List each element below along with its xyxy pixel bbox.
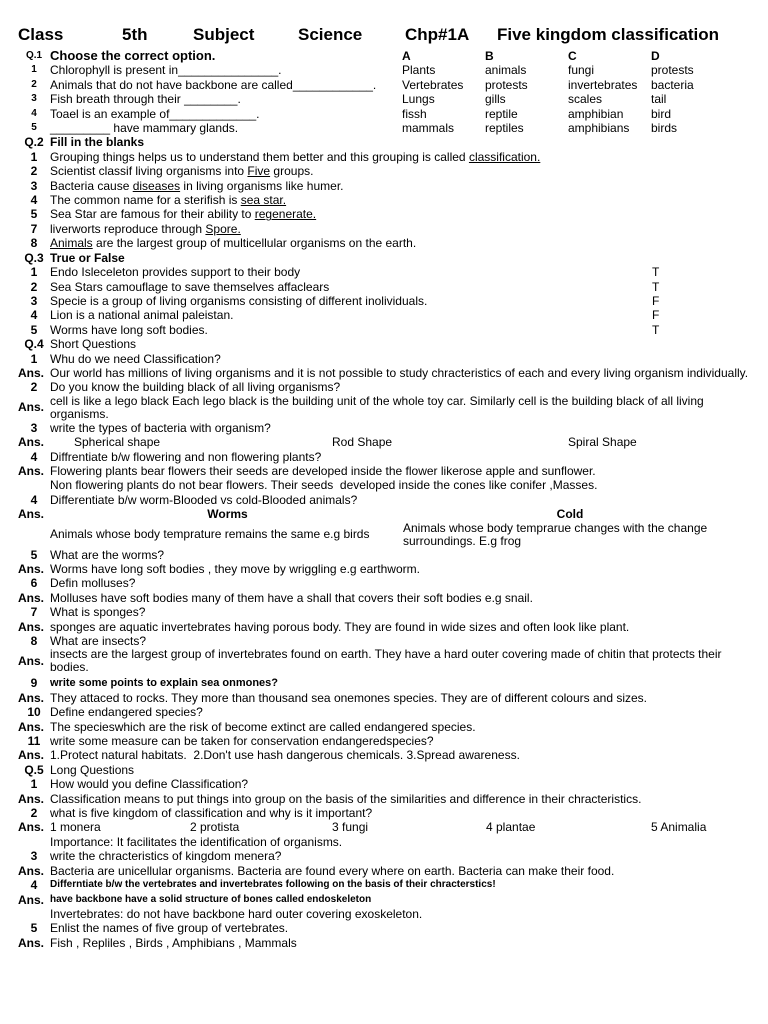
q5-answer-4 xyxy=(18,893,752,907)
answer-label: Ans. xyxy=(18,435,45,450)
item-answer: sea star. xyxy=(240,193,287,208)
answer-label: Ans. xyxy=(18,719,45,734)
q2-heading xyxy=(18,135,752,149)
item-text-end: are the largest group of multicellular organisms on the earth. xyxy=(92,236,417,251)
bacteria-type: Rod Shape xyxy=(332,435,393,450)
question-number: 11 xyxy=(27,734,41,749)
option-d: birds xyxy=(651,121,678,136)
item-number: 5 xyxy=(30,207,38,222)
option-a: Plants xyxy=(402,63,436,78)
option-a: mammals xyxy=(402,121,455,136)
answer-label: Ans. xyxy=(18,590,45,605)
q2-number: Q.2 xyxy=(24,135,44,150)
question-text: Do you know the building black of all living organisms? xyxy=(50,380,341,395)
option-b: animals xyxy=(485,63,527,78)
answer-text: Our world has millions of living organisms and it is not possible to study chracteristics of each and every living organism individually. xyxy=(50,365,749,380)
option-d: bacteria xyxy=(651,77,694,92)
item-text: Endo Isleceleton provides support to their body xyxy=(50,265,301,280)
question-text: What are insects? xyxy=(50,634,147,649)
q1-col-c: C xyxy=(568,49,577,63)
question-text: Differntiate b/w the vertebrates and invertebrates following on the basis of their chracterstics! xyxy=(50,879,496,891)
question-text: write the chracteristics of kingdom menera? xyxy=(50,849,282,864)
q4-answer-7 xyxy=(18,620,752,634)
q4-question-7 xyxy=(18,605,752,619)
q4-answer-10 xyxy=(18,720,752,734)
answer-label: Ans. xyxy=(18,690,45,705)
q2-item-1 xyxy=(18,150,752,164)
true-false-answer: F xyxy=(652,293,660,308)
q3-item-4 xyxy=(18,308,752,322)
class-value: 5th xyxy=(122,25,148,44)
q3-heading xyxy=(18,251,752,265)
item-number: 1 xyxy=(30,265,38,280)
option-c: amphibians xyxy=(568,121,630,136)
question-number: 10 xyxy=(27,705,41,720)
q4-answer-6 xyxy=(18,591,752,605)
q4-answer-8 xyxy=(18,648,752,674)
q4-compare-headers xyxy=(18,507,752,521)
item-text: The common name for a sterifish is xyxy=(50,193,241,208)
question-number: 4 xyxy=(30,449,38,464)
question-text: Enlist the names of five group of vertebrates. xyxy=(50,921,289,936)
answer-label: Ans. xyxy=(18,935,45,950)
subject-value: Science xyxy=(298,25,363,44)
q5-answer-2b xyxy=(18,835,752,849)
answer-text: Worms have long soft bodies , they move by wriggling e.g earthworm. xyxy=(50,561,420,576)
answer-text: Molluses have soft bodies many of them have a shall that covers their soft bodies e.g snail. xyxy=(50,590,533,605)
answer-label: Ans. xyxy=(18,507,45,522)
q5-question-1 xyxy=(18,777,752,791)
q5-answer-1 xyxy=(18,792,752,806)
true-false-answer: T xyxy=(652,322,660,337)
q2-item-3 xyxy=(18,179,752,193)
kingdom-item: 4 plantae xyxy=(486,820,536,835)
q4-answer-4 xyxy=(18,464,752,478)
item-text: Toael is an example of_____________. xyxy=(50,106,260,121)
item-answer: regenerate. xyxy=(254,207,317,222)
option-a: Lungs xyxy=(402,92,435,107)
q4-answer-3 xyxy=(18,435,752,449)
q2-item-4 xyxy=(18,193,752,207)
q3-item-2 xyxy=(18,280,752,294)
q4-question-10 xyxy=(18,705,752,719)
q1-item-3 xyxy=(18,92,752,106)
item-answer: classification. xyxy=(468,149,541,164)
worksheet-header xyxy=(18,25,752,47)
q4-question-2 xyxy=(18,380,752,394)
question-number: 4 xyxy=(30,492,38,507)
q4-answer-1 xyxy=(18,366,752,380)
q2-item-8 xyxy=(18,236,752,250)
item-number: 3 xyxy=(30,293,38,308)
q4-question-9 xyxy=(18,676,752,690)
item-text-end: groups. xyxy=(270,164,314,179)
q1-item-4 xyxy=(18,107,752,121)
question-number: 7 xyxy=(30,605,38,620)
q3-item-1 xyxy=(18,265,752,279)
answer-label: Ans. xyxy=(18,863,45,878)
answer-label: Ans. xyxy=(18,400,45,415)
question-number: 2 xyxy=(30,806,38,821)
question-text: Whu do we need Classification? xyxy=(50,351,221,366)
item-number: 4 xyxy=(30,308,38,323)
q1-col-d: D xyxy=(651,49,660,63)
option-d: bird xyxy=(651,106,672,121)
q4-compare-row xyxy=(18,522,752,548)
option-a: Vertebrates xyxy=(402,77,464,92)
item-text: Lion is a national animal paleistan. xyxy=(50,308,234,323)
kingdom-item: 5 Animalia xyxy=(651,820,707,835)
true-false-answer: T xyxy=(652,265,660,280)
q1-item-2 xyxy=(18,78,752,92)
answer-text: The specieswhich are the risk of become extinct are called endangered species. xyxy=(50,719,476,734)
q1-item-1 xyxy=(18,63,752,77)
q4-answer-2 xyxy=(18,395,752,421)
q4-answer-5 xyxy=(18,562,752,576)
q5-answer-2 xyxy=(18,820,752,834)
q4-heading xyxy=(18,337,752,351)
cold-blooded-desc: Animals whose body temprarue changes with the change surroundings. E.g frog xyxy=(403,520,708,548)
answer-label: Ans. xyxy=(18,748,45,763)
option-c: scales xyxy=(568,92,603,107)
q5-question-3 xyxy=(18,849,752,863)
question-number: 2 xyxy=(30,380,38,395)
item-number: 2 xyxy=(30,279,38,294)
question-text: How would you define Classification? xyxy=(50,777,249,792)
item-text: _________ have mammary glands. xyxy=(50,121,239,136)
item-number: 1 xyxy=(30,149,38,164)
item-number: 3 xyxy=(31,93,37,105)
item-text-end: in living organisms like humer. xyxy=(180,178,344,193)
answer-text: 1.Protect natural habitats. 2.Don't use hash dangerous chemicals. 3.Spread awareness. xyxy=(50,748,520,763)
q4-title: Short Questions xyxy=(50,337,137,352)
question-text: What is sponges? xyxy=(50,605,146,620)
item-text: liverworts reproduce through xyxy=(50,221,206,236)
item-number: 3 xyxy=(30,178,38,193)
q4-answer-11 xyxy=(18,748,752,762)
q1-title: Choose the correct option. xyxy=(50,48,216,63)
answer-label: Ans. xyxy=(18,820,45,835)
answer-text: Bacteria are unicellular organisms. Bacteria are found every where on earth. Bacteria can make their food. xyxy=(50,863,615,878)
question-number: 4 xyxy=(30,878,38,893)
answer-text: Fish , Repliles , Birds , Amphibians , Mammals xyxy=(50,935,297,950)
item-number: 4 xyxy=(31,107,37,119)
answer-label: Ans. xyxy=(18,653,45,668)
q3-title: True or False xyxy=(50,250,125,265)
item-number: 2 xyxy=(31,78,37,90)
q5-answer-4b xyxy=(18,907,752,921)
item-text: Chlorophyll is present in_______________. xyxy=(50,63,282,78)
q4-question-8 xyxy=(18,634,752,648)
bacteria-type: Spherical shape xyxy=(74,435,161,450)
q1-col-a: A xyxy=(402,49,411,63)
q5-question-5 xyxy=(18,921,752,935)
kingdom-item: 2 protista xyxy=(190,820,240,835)
item-number: 5 xyxy=(30,322,38,337)
answer-label: Ans. xyxy=(18,892,45,907)
question-number: 9 xyxy=(30,676,38,691)
q4-answer-9 xyxy=(18,691,752,705)
q5-question-4 xyxy=(18,878,752,892)
answer-label: Ans. xyxy=(18,463,45,478)
q5-title: Long Questions xyxy=(50,762,135,777)
item-number: 7 xyxy=(30,221,38,236)
q3-number: Q.3 xyxy=(24,250,44,265)
item-text: Grouping things helps us to understand them better and this grouping is called xyxy=(50,149,469,164)
subject-label: Subject xyxy=(193,25,255,44)
answer-text: Invertebrates: do not have backbone hard outer covering exoskeleton. xyxy=(50,906,423,921)
item-text: Scientist classif living organisms into xyxy=(50,164,248,179)
q4-number: Q.4 xyxy=(24,337,44,352)
class-label: Class xyxy=(18,25,64,44)
answer-label: Ans. xyxy=(18,619,45,634)
topic-title: Five kingdom classification xyxy=(497,25,720,44)
question-text: write the types of bacteria with organism? xyxy=(50,420,271,435)
option-b: gills xyxy=(485,92,506,107)
option-c: amphibian xyxy=(568,106,624,121)
kingdom-item: 3 fungi xyxy=(332,820,369,835)
q2-item-2 xyxy=(18,164,752,178)
item-number: 5 xyxy=(31,122,37,134)
option-d: tail xyxy=(651,92,667,107)
bacteria-type: Spiral Shape xyxy=(568,435,637,450)
option-c: fungi xyxy=(568,63,595,78)
answer-label: Ans. xyxy=(18,365,45,380)
answer-text: have backbone have a solid structure of bones called endoskeleton xyxy=(50,893,372,905)
answer-text: insects are the largest group of invertebrates found on earth. They have a hard outer covering made of chitin that protects their bodies. xyxy=(50,647,725,675)
item-number: 8 xyxy=(30,236,38,251)
q4-question-11 xyxy=(18,734,752,748)
question-text: Define endangered species? xyxy=(50,705,203,720)
question-number: 3 xyxy=(30,420,38,435)
option-a: fissh xyxy=(402,106,427,121)
q1-heading xyxy=(18,49,752,63)
item-text: Animals that do not have backbone are called____________. xyxy=(50,77,377,92)
q2-item-5 xyxy=(18,207,752,221)
q5-number: Q.5 xyxy=(24,762,44,777)
q5-heading xyxy=(18,763,752,777)
answer-label: Ans. xyxy=(18,561,45,576)
q1-col-b: B xyxy=(485,49,494,63)
item-answer: diseases xyxy=(132,178,181,193)
q2-item-7 xyxy=(18,222,752,236)
item-text: Specie is a group of living organisms consisting of different inolividuals. xyxy=(50,293,428,308)
q4-question-1 xyxy=(18,352,752,366)
q3-item-3 xyxy=(18,294,752,308)
answer-text: They attaced to rocks. They more than thousand sea onemones species. They are of different colours and sizes. xyxy=(50,690,648,705)
item-number: 2 xyxy=(30,164,38,179)
answer-text: Importance: It facilitates the identification of organisms. xyxy=(50,834,343,849)
question-text: write some measure can be taken for conservation endangeredspecies? xyxy=(50,734,434,749)
kingdom-item: 1 monera xyxy=(50,820,101,835)
item-answer: Five xyxy=(247,164,271,179)
q4-question-4b xyxy=(18,493,752,507)
question-number: 5 xyxy=(30,547,38,562)
question-text: Differentiate b/w worm-Blooded vs cold-Blooded animals? xyxy=(50,492,358,507)
item-text: Fish breath through their ________. xyxy=(50,92,241,107)
q4-question-6 xyxy=(18,576,752,590)
question-number: 6 xyxy=(30,576,38,591)
option-c: invertebrates xyxy=(568,77,638,92)
answer-text: Classification means to put things into group on the basis of the similarities and difference in their chracteristics. xyxy=(50,791,642,806)
question-number: 3 xyxy=(30,849,38,864)
option-d: protests xyxy=(651,63,694,78)
q1-number: Q.1 xyxy=(25,50,43,61)
answer-text: sponges are aquatic invertebrates having porous body. They are found in wide sizes and often look like plant. xyxy=(50,619,630,634)
q5-answer-3 xyxy=(18,864,752,878)
true-false-answer: F xyxy=(652,308,660,323)
question-text: Defin molluses? xyxy=(50,576,136,591)
cold-blooded-header: Cold xyxy=(556,507,584,522)
warm-blooded-desc: Animals whose body temprature remains the same e.g birds xyxy=(50,527,370,542)
question-number: 1 xyxy=(30,351,38,366)
question-text: write some points to explain sea onmones? xyxy=(50,677,278,690)
q1-item-5 xyxy=(18,121,752,135)
q4-answer-4b xyxy=(18,478,752,492)
item-text: Bacteria cause xyxy=(50,178,133,193)
item-number: 4 xyxy=(30,193,38,208)
question-number: 1 xyxy=(30,777,38,792)
question-text: What are the worms? xyxy=(50,547,165,562)
item-answer: Animals xyxy=(50,236,93,251)
warm-blooded-header: Worms xyxy=(207,507,248,522)
answer-label: Ans. xyxy=(18,791,45,806)
q3-item-5 xyxy=(18,323,752,337)
question-text: Diffrentiate b/w flowering and non flowering plants? xyxy=(50,449,322,464)
q2-title: Fill in the blanks xyxy=(50,135,145,150)
answer-text: Non flowering plants do not bear flowers. Their seeds developed inside the cones like conifer ,Masses. xyxy=(50,478,598,493)
option-b: reptiles xyxy=(485,121,524,136)
question-number: 5 xyxy=(30,921,38,936)
q4-question-3 xyxy=(18,421,752,435)
option-b: reptile xyxy=(485,106,518,121)
true-false-answer: T xyxy=(652,279,660,294)
answer-text: cell is like a lego black Each lego black is the building unit of the whole toy car. Similarly cell is the building black of all living organisms. xyxy=(50,393,708,421)
answer-text: Flowering plants bear flowers their seeds are developed inside the flower likerose apple and sunflower. xyxy=(50,463,596,478)
q5-question-2 xyxy=(18,806,752,820)
q4-question-5 xyxy=(18,548,752,562)
item-answer: Spore. xyxy=(205,221,241,236)
q4-question-4 xyxy=(18,450,752,464)
item-text: Sea Star are famous for their ability to xyxy=(50,207,255,222)
q5-answer-5 xyxy=(18,936,752,950)
item-text: Worms have long soft bodies. xyxy=(50,322,208,337)
item-text: Sea Stars camouflage to save themselves affaclears xyxy=(50,279,330,294)
item-number: 1 xyxy=(31,64,37,76)
option-b: protests xyxy=(485,77,528,92)
chapter-label: Chp#1A xyxy=(405,25,470,44)
question-text: what is five kingdom of classification and why is it important? xyxy=(50,806,373,821)
question-number: 8 xyxy=(30,634,38,649)
